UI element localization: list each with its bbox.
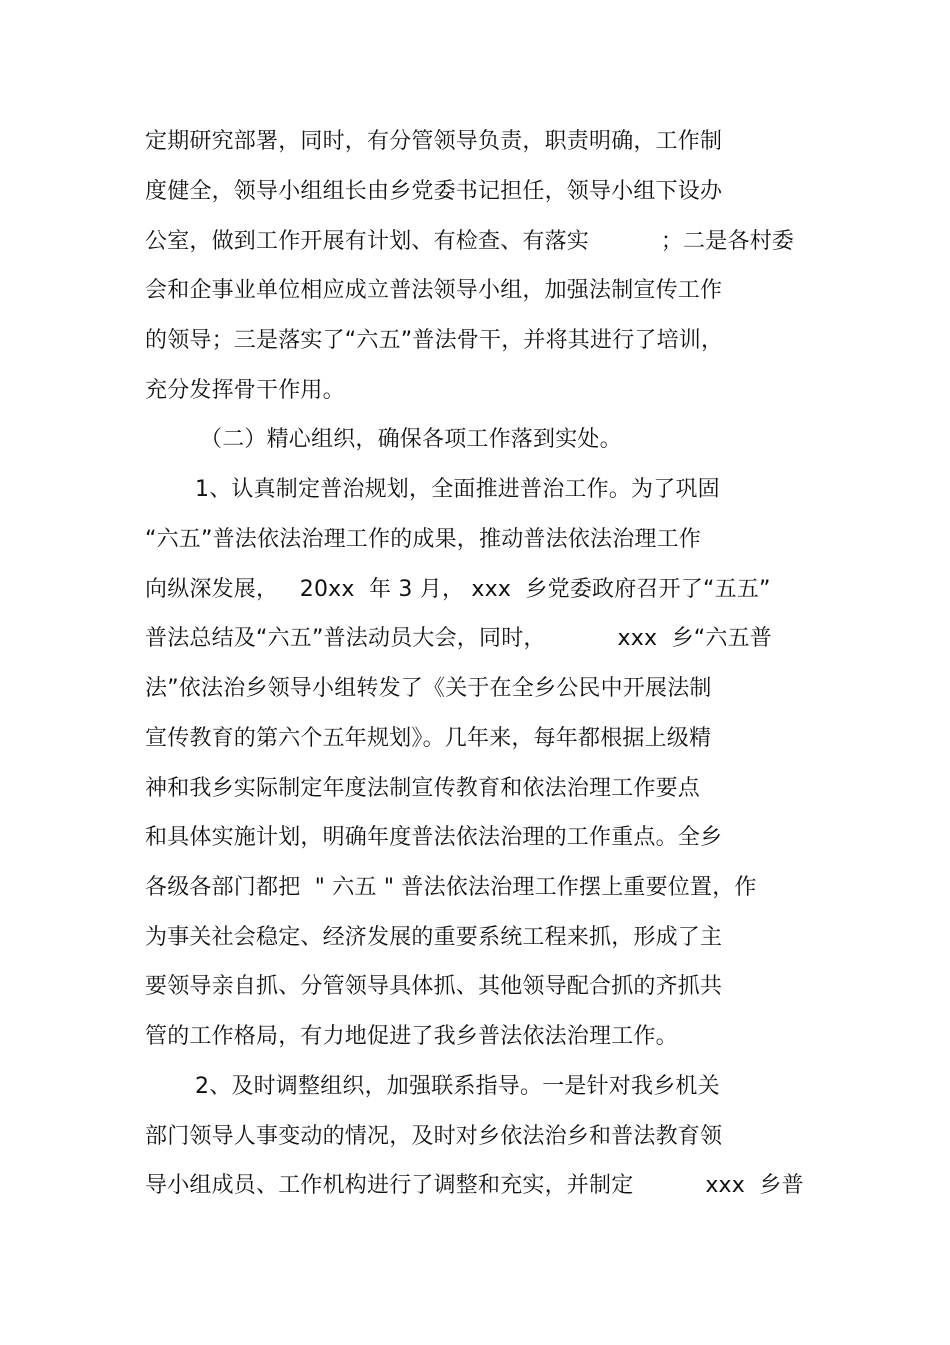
text-line: 管的工作格局，有力地促进了我乡普法依法治理工作。 xyxy=(145,1024,678,1049)
paragraph-start: 1、认真制定普治规划，全面推进普治工作。为了巩固 xyxy=(195,477,720,502)
text-line: 和具体实施计划，明确年度普法依法治理的工作重点。全乡 xyxy=(145,825,723,850)
text-line: “六五”普法依法治理工作的成果，推动普法依法治理工作 xyxy=(145,527,701,552)
paragraph-start: 2、及时调整组织，加强联系指导。一是针对我乡机关 xyxy=(195,1074,720,1099)
text-line: 各级各部门都把 " 六五 " 普法依法治理工作摆上重要位置，作 xyxy=(145,875,757,900)
text-line: 宣传教育的第六个五年规划》。几年来，每年都根据上级精 xyxy=(145,726,712,751)
text-line: 定期研究部署，同时，有分管领导负责，职责明确，工作制 xyxy=(145,129,723,154)
text-line: 度健全，领导小组组长由乡党委书记担任，领导小组下设办 xyxy=(145,179,723,204)
text-line: 导小组成员、工作机构进行了调整和充实，并制定 xxx 乡普 xyxy=(145,1173,804,1198)
text-line: 为事关社会稳定、经济发展的重要系统工程来抓，形成了主 xyxy=(145,925,723,950)
text-line: 的领导；三是落实了“六五”普法骨干，并将其进行了培训， xyxy=(145,328,724,353)
text-line: 公室，做到工作开展有计划、有检查、有落实 ；二是各村委 xyxy=(145,229,795,254)
text-line: 充分发挥骨干作用。 xyxy=(145,378,345,403)
text-line: 会和企事业单位相应成立普法领导小组，加强法制宣传工作 xyxy=(145,278,723,303)
section-heading: （二）精心组织，确保各项工作落到实处。 xyxy=(200,427,622,452)
text-line: 要领导亲自抓、分管领导具体抓、其他领导配合抓的齐抓共 xyxy=(145,974,723,999)
text-line: 向纵深发展， 20xx 年 3 月， xxx 乡党委政府召开了“五五” xyxy=(145,577,771,602)
text-line: 普法总结及“六五”普法动员大会，同时， xxx 乡“六五普 xyxy=(145,626,772,651)
text-line: 法”依法治乡领导小组转发了《关于在全乡公民中开展法制 xyxy=(145,676,712,701)
text-line: 神和我乡实际制定年度法制宣传教育和依法治理工作要点 xyxy=(145,776,701,801)
text-line: 部门领导人事变动的情况，及时对乡依法治乡和普法教育领 xyxy=(145,1124,723,1149)
